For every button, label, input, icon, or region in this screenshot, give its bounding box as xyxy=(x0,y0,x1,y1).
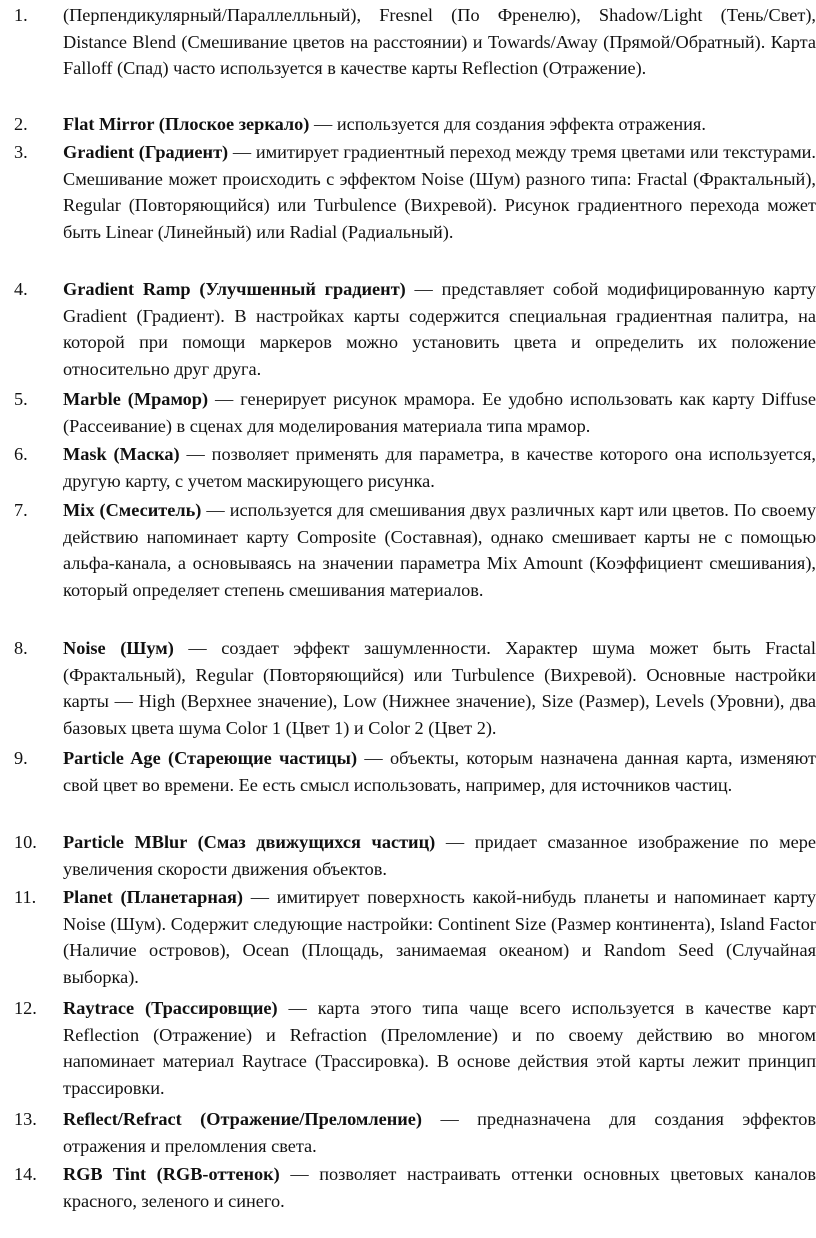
list-number: 14. xyxy=(14,1164,37,1184)
list-number: 2. xyxy=(14,114,28,134)
item-term: Flat Mirror (Плоское зеркало) xyxy=(63,114,310,134)
item-text: — используется для создания эффекта отражения. xyxy=(309,114,706,134)
item-text: — карта этого типа чаще всего используется в качестве карт Reflection (Отражение) и Refraction (Преломление) и по своему действию во многом напоминает материал Raytrace (Трассировка). В основе действия этой карты лежит принцип трассировки. xyxy=(63,998,816,1098)
list-item xyxy=(14,635,816,741)
list-item-body xyxy=(63,995,816,1101)
item-text: — придает смазанное изображение по мере увеличения скорости движения объектов. xyxy=(63,832,816,879)
list-item-body xyxy=(63,884,816,990)
list-item xyxy=(14,276,816,382)
list-number: 7. xyxy=(14,500,28,520)
item-text: — генерирует рисунок мрамора. Ее удобно использовать как карту Diffuse (Рассеивание) в сценах для моделирования материала типа мрамор. xyxy=(63,389,816,436)
list-number: 3. xyxy=(14,142,28,162)
list-item-body xyxy=(63,745,816,798)
item-term: Planet (Планетарная) xyxy=(63,887,243,907)
list-item xyxy=(14,829,816,882)
item-term: Gradient (Градиент) xyxy=(63,142,229,162)
list-item xyxy=(14,745,816,798)
list-item-body xyxy=(63,276,816,382)
list-item xyxy=(14,884,816,990)
list-item-body xyxy=(63,635,816,741)
list-item xyxy=(14,441,816,494)
item-term: Noise (Шум) xyxy=(63,638,174,658)
list-number: 9. xyxy=(14,748,28,768)
list-number: 11. xyxy=(14,887,37,907)
item-text: — позволяет применять для параметра, в качестве которого она используется, другую карту, с учетом маскирующего рисунка. xyxy=(63,444,816,491)
list-item-body xyxy=(63,1106,816,1159)
list-item-body xyxy=(63,497,816,603)
item-term: Gradient Ramp (Улучшенный градиент) xyxy=(63,279,406,299)
list-item xyxy=(14,386,816,439)
list-item xyxy=(14,1106,816,1159)
list-item-body xyxy=(63,111,816,138)
list-item xyxy=(14,139,816,245)
list-item-body xyxy=(63,441,816,494)
list-item xyxy=(14,2,816,82)
list-item xyxy=(14,995,816,1101)
item-text: — создает эффект зашумленности. Характер шума может быть Fractal (Фрактальный), Regular (Повторяющийся) или Turbulence (Вихревой). Основные настройки карты — High (Верхнее значение), Low (Нижнее значение), Size (Размер), Levels (Уровни), два базовых цвета шума Color 1 (Цвет 1) и Color 2 (Цвет 2). xyxy=(63,638,816,738)
item-text: — позволяет настраивать оттенки основных цветовых каналов красного, зеленого и синего. xyxy=(63,1164,816,1211)
item-text: — представляет собой модифицированную карту Gradient (Градиент). В настройках карты содержится специальная градиентная палитра, на которой при помощи маркеров можно установить цвета и определить их положение относительно друг друга. xyxy=(63,279,816,379)
list-number: 5. xyxy=(14,389,28,409)
item-term: Mix (Смеситель) xyxy=(63,500,202,520)
list-item-body xyxy=(63,1161,816,1214)
list-item-body xyxy=(63,386,816,439)
list-item xyxy=(14,1161,816,1214)
list-number: 1. xyxy=(14,5,28,25)
list-number: 12. xyxy=(14,998,37,1018)
item-term: Particle Age (Стареющие частицы) xyxy=(63,748,358,768)
item-text: — объекты, которым назначена данная карта, изменяют свой цвет во времени. Ее есть смысл использовать, например, для источников частиц. xyxy=(63,748,816,795)
list-number: 8. xyxy=(14,638,28,658)
item-text: — имитирует поверхность какой-нибудь планеты и напоминает карту Noise (Шум). Содержит следующие настройки: Continent Size (Размер континента), Island Factor (Наличие островов), Ocean (Площадь, занимаемая океаном) и Random Seed (Случайная выборка). xyxy=(63,887,816,987)
item-term: Mask (Маска) xyxy=(63,444,180,464)
list-number: 13. xyxy=(14,1109,37,1129)
item-text: — имитирует градиентный переход между тремя цветами или текстурами. Смешивание может происходить с эффектом Noise (Шум) разного типа: Fractal (Фрактальный), Regular (Повторяющийся) или Turbulence (Вихревой). Рисунок градиентного перехода может быть Linear (Линейный) или Radial (Радиальный). xyxy=(63,142,816,242)
item-text: — предназначена для создания эффектов отражения и преломления света. xyxy=(63,1109,816,1156)
item-term: Particle MBlur (Смаз движущихся частиц) xyxy=(63,832,436,852)
list-number: 6. xyxy=(14,444,28,464)
item-term: Marble (Мрамор) xyxy=(63,389,209,409)
item-text: — используется для смешивания двух различных карт или цветов. По своему действию напоминает карту Composite (Составная), однако смешивает карты не с помощью альфа-канала, а основываясь на значении параметра Mix Amount (Коэффициент смешивания), который определяет степень смешивания материалов. xyxy=(63,500,816,600)
list-item-body xyxy=(63,2,816,82)
list-item xyxy=(14,111,816,138)
list-item-body xyxy=(63,139,816,245)
list-item-body xyxy=(63,829,816,882)
item-text: (Перпендикулярный/Параллелльный), Fresnel (По Френелю), Shadow/Light (Тень/Свет), Distance Blend (Смешивание цветов на расстоянии) и Towards/Away (Прямой/Обратный). Карта Falloff (Спад) часто используется в качестве карты Reflection (Отражение). xyxy=(63,5,816,79)
list-item xyxy=(14,497,816,603)
list-number: 4. xyxy=(14,279,28,299)
item-term: RGB Tint (RGB-оттенок) xyxy=(63,1164,280,1184)
list-number: 10. xyxy=(14,832,37,852)
item-term: Raytrace (Трассировщие) xyxy=(63,998,278,1018)
item-term: Reflect/Refract (Отражение/Преломление) xyxy=(63,1109,423,1129)
